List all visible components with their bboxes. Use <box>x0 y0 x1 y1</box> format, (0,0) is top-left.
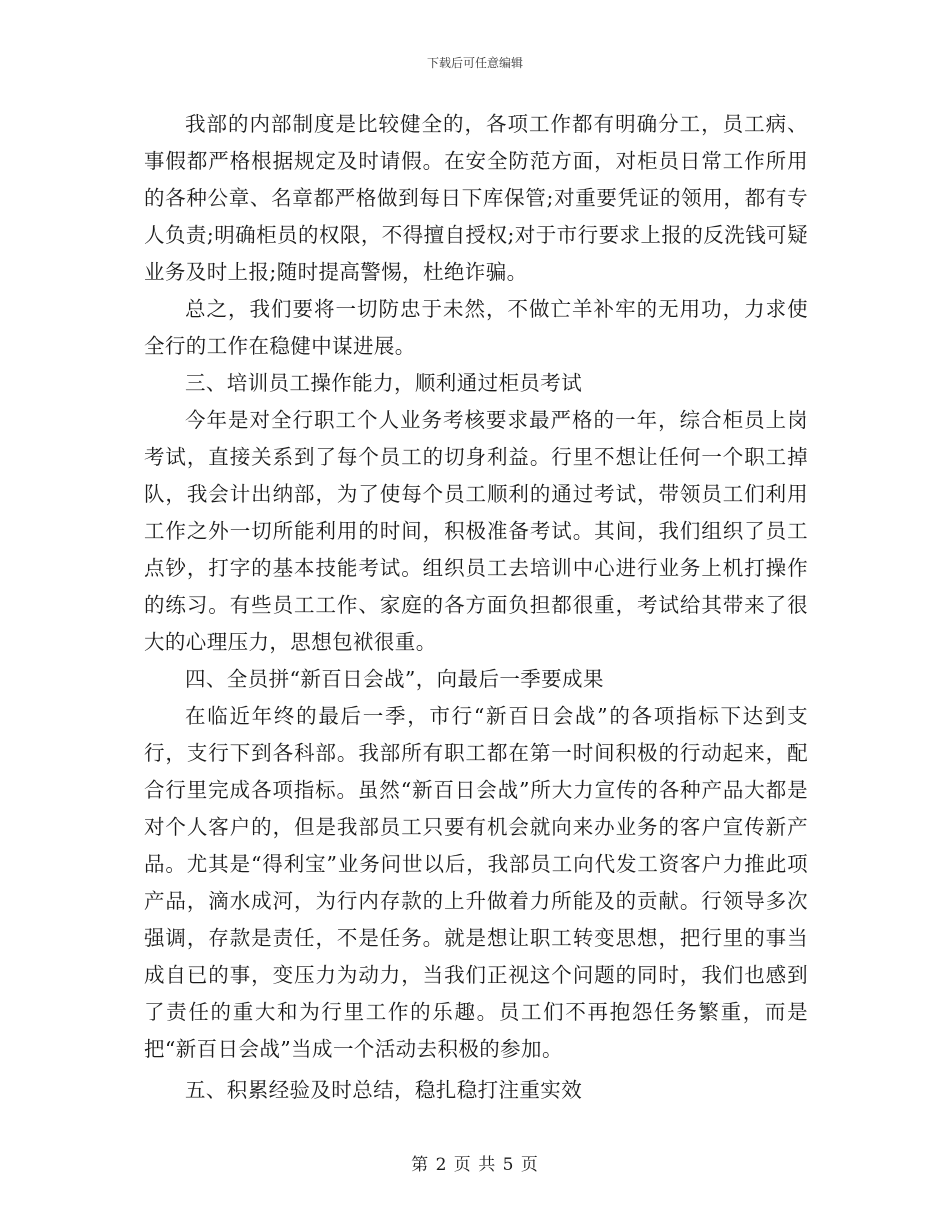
document-body <box>144 106 808 1109</box>
page-number: 第 2 页 共 5 页 <box>411 1155 539 1175</box>
page-header: 下载后可任意编辑 <box>426 56 523 70</box>
section-heading-experience: 五、积累经验及时总结，稳扎稳打注重实效 <box>185 1078 583 1102</box>
paragraph-internal-system: 我部的内部制度是比较健全的，各项工作都有明确分工，员工病、事假都严格根据规定及时请假。在安全防范方面，对柜员日常工作所用的各种公章、名章都严格做到每日下库保管;对重要凭证的领用，都有专人负责;明确柜员的权限，不得擅自授权;对于市行要求上报的反洗钱可疑业务及时上报;随时提高警惕，杜绝诈骗。 <box>144 112 808 284</box>
section-heading-training: 三、培训员工操作能力，顺利通过柜员考试 <box>185 371 583 395</box>
paragraph-campaign: 在临近年终的最后一季，市行“新百日会战”的各项指标下达到支行，支行下到各科部。我部所有职工都在第一时间积极的行动起来，配合行里完成各项指标。虽然“新百日会战”所大力宣传的各种产品大都是对个人客户的，但是我部员工只要有机会就向来办业务的客户宣传新产品。尤其是“得利宝”业务问世以后，我部员工向代发工资客户力推此项产品，滴水成河，为行内存款的上升做着力所能及的贡献。行领导多次强调，存款是责任，不是任务。就是想让职工转变思想，把行里的事当成自已的事，变压力为动力，当我们正视这个问题的同时，我们也感到了责任的重大和为行里工作的乐趣。员工们不再抱怨任务繁重，而是把“新百日会战”当成一个活动去积极的参加。 <box>144 704 808 1061</box>
paragraph-summary: 总之，我们要将一切防忠于未然，不做亡羊补牢的无用功，力求使全行的工作在稳健中谋进展。 <box>144 297 808 358</box>
paragraph-training: 今年是对全行职工个人业务考核要求最严格的一年，综合柜员上岗考试，直接关系到了每个员工的切身利益。行里不想让任何一个职工掉队，我会计出纳部，为了使每个员工顺利的通过考试，带领员工们利用工作之外一切所能利用的时间，积极准备考试。其间，我们组织了员工点钞，打字的基本技能考试。组织员工去培训中心进行业务上机打操作的练习。有些员工工作、家庭的各方面负担都很重，考试给其带来了很大的心理压力，思想包袱很重。 <box>144 408 808 654</box>
section-heading-campaign: 四、全员拼“新百日会战”，向最后一季要成果 <box>185 667 604 691</box>
